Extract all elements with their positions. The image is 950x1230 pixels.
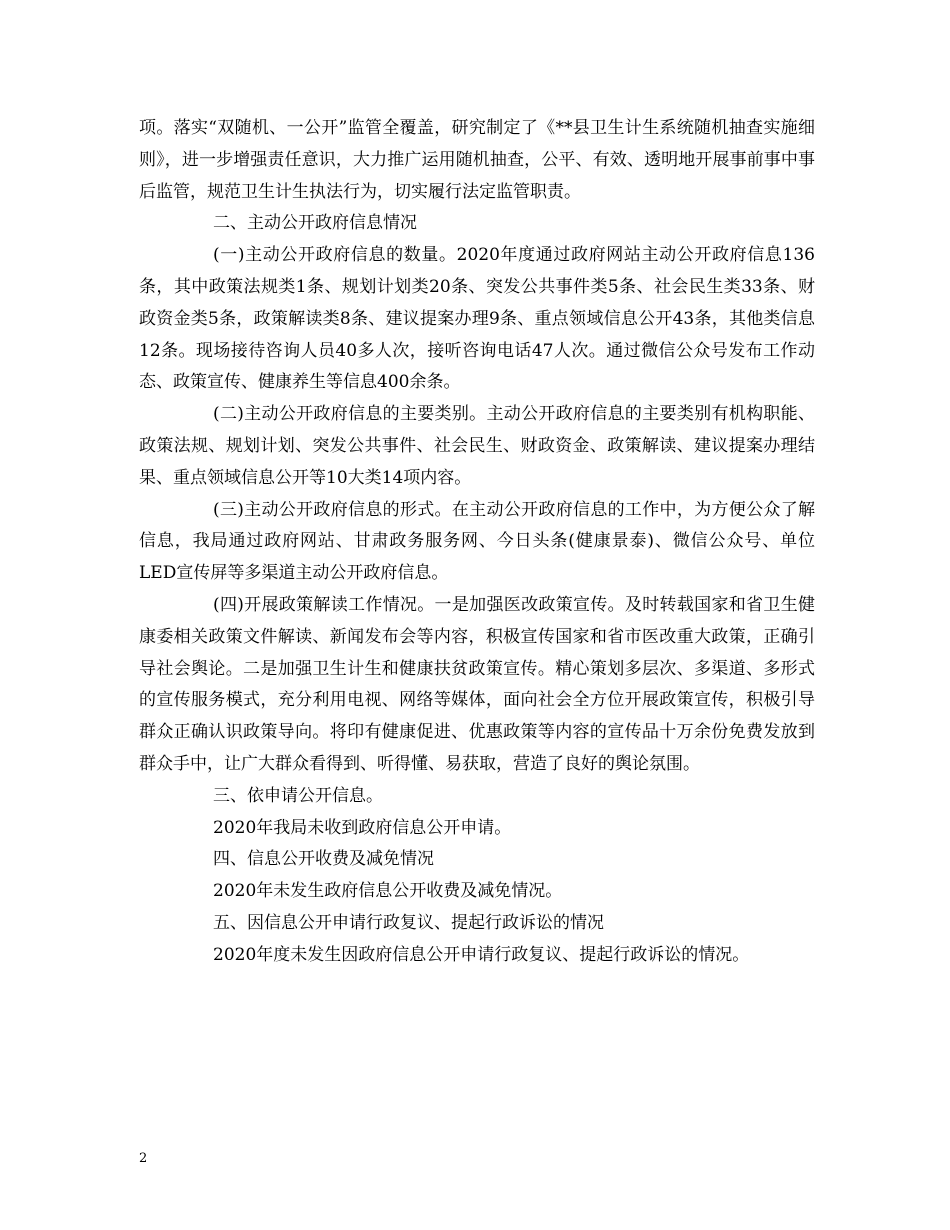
paragraph-fees: 2020年未发生政府信息公开收费及减免情况。: [213, 881, 563, 902]
page-number: 2: [139, 1151, 148, 1166]
section-heading-4: 四、信息公开收费及减免情况: [213, 849, 434, 870]
paragraph-review-litigation: 2020年度未发生因政府信息公开申请行政复议、提起行政诉讼的情况。: [213, 944, 750, 965]
paragraph-application: 2020年我局未收到政府信息公开申请。: [213, 817, 512, 838]
section-heading-3: 三、依申请公开信息。: [213, 785, 383, 806]
section-heading-5: 五、因信息公开申请行政复议、提起行政诉讼的情况: [213, 912, 604, 933]
paragraph-quantity: (一)主动公开政府信息的数量。2020年度通过政府网站主动公开政府信息136条，其中政策法规类1条、规划计划类20条、突发公共事件类5条、社会民生类33条、财政资金类5条，政策解读类8条、建议提案办理9条、重点领域信息公开43条，其他类信息12条。现场接待咨询人员40多人次，接听咨询电话47人次。通过微信公众号发布工作动态、政策宣传、健康养生等信息400余条。: [139, 245, 815, 393]
paragraph-categories: (二)主动公开政府信息的主要类别。主动公开政府信息的主要类别有机构职能、政策法规、规划计划、突发公共事件、社会民生、财政资金、政策解读、建议提案办理结果、重点领域信息公开等10大类14项内容。: [139, 404, 815, 488]
paragraph-continuation: 项。落实“双随机、一公开”监管全覆盖，研究制定了《**县卫生计生系统随机抽查实施细则》，进一步增强责任意识，大力推广运用随机抽查，公平、有效、透明地开展事前事中事后监管，规范卫生计生执法行为，切实履行法定监管职责。: [139, 118, 815, 202]
paragraph-forms: (三)主动公开政府信息的形式。在主动公开政府信息的工作中，为方便公众了解信息，我局通过政府网站、甘肃政务服务网、今日头条(健康景泰)、微信公众号、单位LED宣传屏等多渠道主动公开政府信息。: [139, 499, 815, 584]
paragraph-policy-interpretation: (四)开展政策解读工作情况。一是加强医改政策宣传。及时转载国家和省卫生健康委相关政策文件解读、新闻发布会等内容，积极宣传国家和省市医改重大政策，正确引导社会舆论。二是加强卫生计生和健康扶贫政策宣传。精心策划多层次、多渠道、多形式的宣传服务模式，充分利用电视、网络等媒体，面向社会全方位开展政策宣传，积极引导群众正确认识政策导向。将印有健康促进、优惠政策等内容的宣传品十万余份免费发放到群众手中，让广大群众看得到、听得懂、易获取，营造了良好的舆论氛围。: [139, 594, 815, 774]
document-body: [139, 113, 815, 972]
section-heading-2: 二、主动公开政府信息情况: [213, 213, 417, 234]
